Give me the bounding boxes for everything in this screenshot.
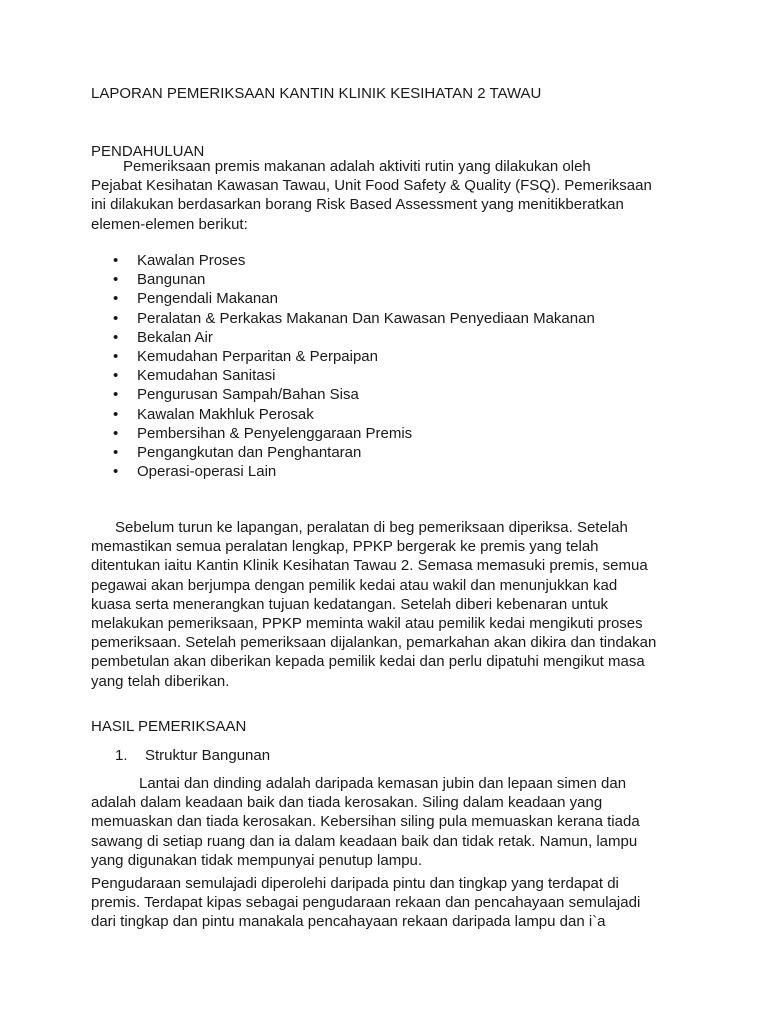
structure-paragraph [91,774,691,870]
bullet-icon: • [113,328,119,346]
results-heading: HASIL PEMERIKSAAN [91,718,247,735]
paragraph-line: ditentukan iaitu Kantin Klinik Kesihatan Tawau 2. Semasa memasuki premis, semua [91,557,648,575]
paragraph-line: premis. Terdapat kipas sebagai pengudaraan rekaan dan pencahayaan semulajadi [91,894,641,912]
list-item: • Pengurusan Sampah/Bahan Sisa [113,386,359,404]
results-item [91,746,691,765]
list-item: • Pengangkutan dan Penghantaran [113,443,362,461]
bullet-icon: • [113,405,119,423]
paragraph-line: Pengudaraan semulajadi diperolehi daripada pintu dan tingkap yang terdapat di [91,875,619,892]
document-title: LAPORAN PEMERIKSAAN KANTIN KLINIK KESIHATAN 2 TAWAU [91,85,542,102]
ventilation-paragraph [91,874,691,932]
paragraph-line: pemeriksaan. Setelah pemeriksaan dijalankan, pemarkahan akan dikira dan tindakan [91,634,657,652]
paragraph-line: Lantai dan dinding adalah daripada kemasan jubin dan lepaan simen dan [139,775,627,792]
paragraph-line: Pejabat Kesihatan Kawasan Tawau, Unit Food Safety & Quality (FSQ). Pemeriksaan [91,177,652,195]
list-item: • Bangunan [113,271,206,289]
list-item: • Operasi-operasi Lain [113,463,277,481]
bullet-icon: • [113,252,119,269]
list-item: • Peralatan & Perkakas Makanan Dan Kawasan Penyediaan Makanan [113,309,595,327]
paragraph-line: elemen-elemen berikut: [91,215,248,233]
paragraph-line: pegawai akan berjumpa dengan pemilik kedai atau wakil dan menunjukkan kad [91,576,618,594]
list-item: • Kawalan Proses [113,252,246,269]
item-label: Struktur Bangunan [145,747,271,764]
list-item: • Kawalan Makhluk Perosak [113,405,314,423]
bullet-icon: • [113,443,119,461]
paragraph-line: pembetulan akan diberikan kepada pemilik kedai dan perlu dipatuhi mengikut masa [91,653,645,671]
bullet-icon: • [113,309,119,327]
paragraph-line: Pemeriksaan premis makanan adalah aktiviti rutin yang dilakukan oleh [123,158,591,175]
paragraph-line: adalah dalam keadaan baik dan tiada kerosakan. Siling dalam keadaan yang [91,794,603,812]
paragraph-line: kuasa serta menerangkan tujuan kedatangan. Setelah diberi kebenaran untuk [91,595,609,613]
bullet-icon: • [113,347,119,365]
list-item: • Kemudahan Sanitasi [113,367,276,385]
paragraph-line: Sebelum turun ke lapangan, peralatan di beg pemeriksaan diperiksa. Setelah [115,519,628,536]
bullet-icon: • [113,290,119,308]
paragraph-line: yang digunakan tidak mempunyai penutup lampu. [91,851,423,869]
list-item: • Kemudahan Perparitan & Perpaipan [113,347,378,365]
bullet-icon: • [113,367,119,385]
bullet-icon: • [113,271,119,289]
bullet-icon: • [113,463,119,481]
paragraph-line: dari tingkap dan pintu manakala pencahayaan rekaan daripada lampu dan i`a [91,913,606,931]
bullet-icon: • [113,386,119,404]
elements-list [91,251,691,481]
list-item: • Pengendali Makanan [113,290,278,308]
paragraph-line: melakukan pemeriksaan, PPKP meminta wakil atau pemilik kedai mengikuti proses [91,615,643,633]
procedure-paragraph [91,518,691,691]
paragraph-line: yang telah diberikan. [91,672,230,690]
paragraph-line: memastikan semua peralatan lengkap, PPKP bergerak ke premis yang telah [91,538,599,556]
intro-paragraph [91,157,691,234]
paragraph-line: ini dilakukan berdasarkan borang Risk Based Assessment yang menitikberatkan [91,196,624,214]
bullet-icon: • [113,424,119,442]
intro-heading: PENDAHULUAN [91,143,205,160]
item-number: 1. [115,747,128,764]
paragraph-line: memuaskan dan tiada kerosakan. Kebersihan siling pula memuaskan kerana tiada [91,813,640,831]
list-item: • Bekalan Air [113,328,213,346]
paragraph-line: sawang di setiap ruang dan ia dalam keadaan baik dan tidak retak. Namun, lampu [91,832,638,850]
list-item: • Pembersihan & Penyelenggaraan Premis [113,424,413,442]
